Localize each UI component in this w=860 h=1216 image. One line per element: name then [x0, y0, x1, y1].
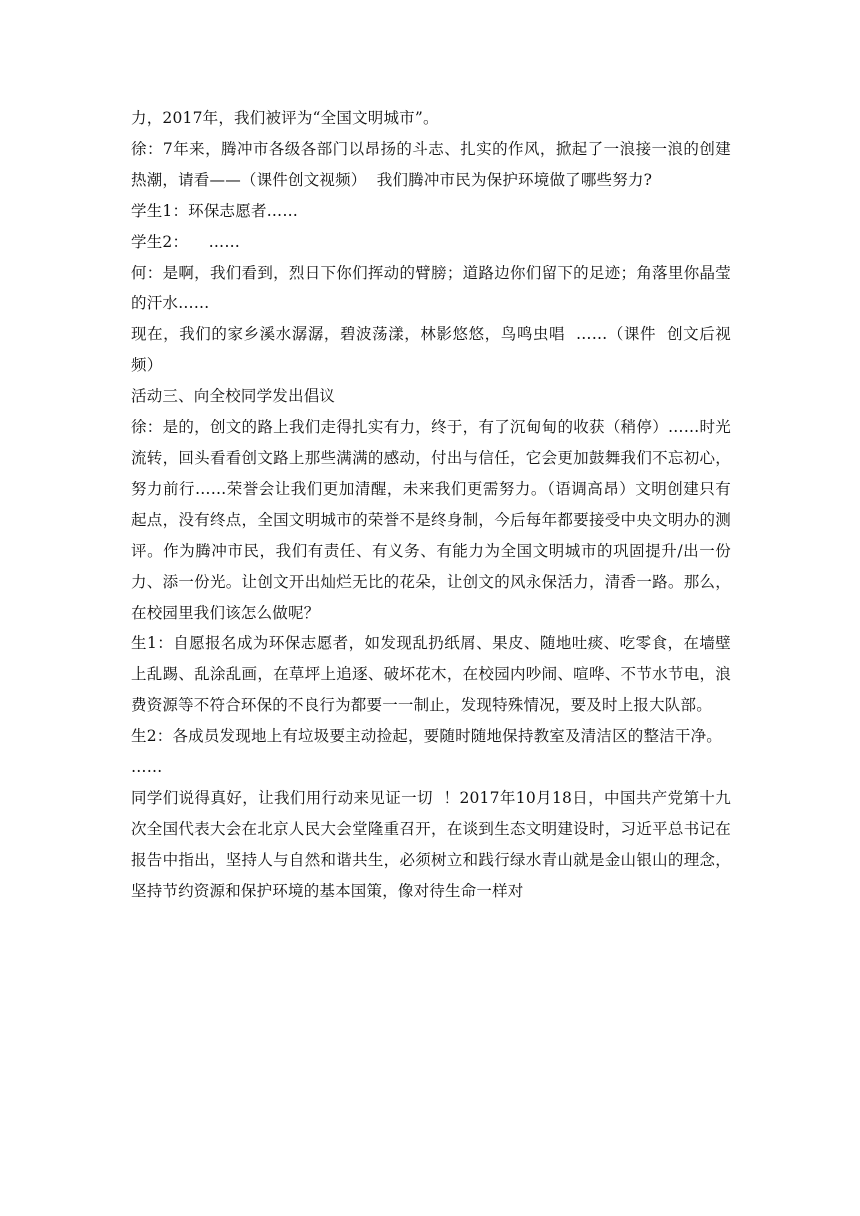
paragraph-5: 何：是啊，我们看到，烈日下你们挥动的臂膀；道路边你们留下的足迹；角落里你晶莹的汗水…… [131, 263, 731, 313]
document-body [131, 103, 731, 907]
paragraph-6: 现在，我们的家乡溪水潺潺，碧波荡漾，林影悠悠，鸟鸣虫唱 ……（课件 创文后视频） [131, 325, 731, 375]
paragraph-1: 力，2017年，我们被评为“全国文明城市”。 [131, 109, 439, 127]
paragraph-8: 徐：是的，创文的路上我们走得扎实有力，终于，有了沉甸甸的收获（稍停）……时光流转，回头看看创文路上那些满满的感动，付出与信任，它会更加鼓舞我们不忘初心，努力前行……荣誉会让我们更加清醒，未来我们更需努力。（语调高昂）文明创建只有起点，没有终点，全国文明城市的荣誉不是终身制，今后每年都要接受中央文明办的测评。作为腾冲市民，我们有责任、有义务、有能力为全国文明城市的巩固提升/出一份力、添一份光。让创文开出灿烂无比的花朵，让创文的风永保活力，清香一路。那么，在校园里我们该怎么做呢？ [131, 418, 731, 622]
ellipsis-line: …… [131, 758, 163, 777]
section-heading: 活动三、向全校同学发出倡议 [131, 387, 336, 406]
paragraph-2: 徐：7年来，腾冲市各级各部门以昂扬的斗志、扎实的作风，掀起了一浪接一浪的创建热潮，请看——（课件创文视频） 我们腾冲市民为保护环境做了哪些努力? [131, 139, 731, 189]
paragraph-3: 学生1：环保志愿者…… [131, 201, 299, 220]
paragraph-4: 学生2： …… [131, 232, 241, 251]
paragraph-10: 生2：各成员发现地上有垃圾要主动捡起，要随时随地保持教室及清洁区的整洁干净。 [131, 727, 722, 746]
paragraph-9: 生1：自愿报名成为环保志愿者，如发现乱扔纸屑、果皮、随地吐痰、吃零食，在墙壁上乱踢、乱涂乱画，在草坪上追逐、破坏花木，在校园内吵闹、喧哗、不节水节电，浪费资源等不符合环保的不良行为都要一一制止，发现特殊情况，要及时上报大队部。 [131, 634, 731, 715]
paragraph-12: 同学们说得真好，让我们用行动来见证一切 ！2017年10月18日，中国共产党第十九次全国代表大会在北京人民大会堂隆重召开，在谈到生态文明建设时，习近平总书记在报告中指出，坚持人与自然和谐共生，必须树立和践行绿水青山就是金山银山的理念，坚持节约资源和保护环境的基本国策，像对待生命一样对 [131, 788, 731, 900]
